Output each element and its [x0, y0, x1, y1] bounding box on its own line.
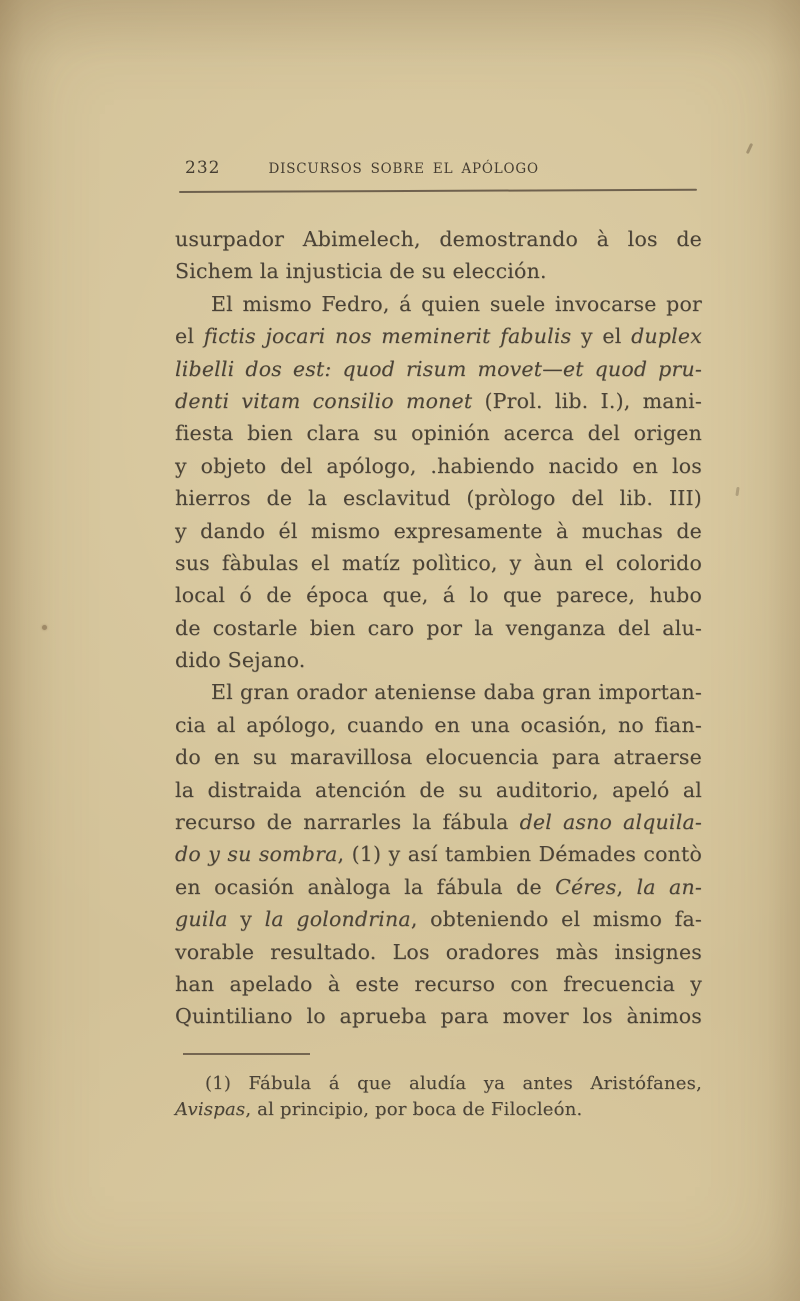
page-number: 232	[185, 158, 221, 178]
paper-speck	[42, 625, 47, 630]
text-line: fiesta bien clara su opinión acerca del origen	[175, 421, 702, 446]
text-line: do en su maravillosa elocuencia para atraerse	[175, 745, 702, 770]
text-line: y dando él mismo expresamente à muchas de	[175, 518, 702, 543]
text-line: de costarle bien caro por la venganza del alu-	[175, 615, 702, 640]
footnote	[175, 1071, 702, 1123]
text-line: (1) Fábula á que aludía ya antes Aristófanes,	[205, 1073, 702, 1094]
running-title: DISCURSOS SOBRE EL APÓLOGO	[268, 161, 539, 177]
text-line: cia al apólogo, cuando en una ocasión, no fian-	[175, 712, 702, 737]
text-line: hierros de la esclavitud (pròlogo del lib. III)	[175, 486, 702, 511]
header-rule	[179, 189, 697, 193]
text-line: recurso de narrarles la fábula del asno alquila-	[175, 810, 702, 835]
text-line: Sichem la injusticia de su elección.	[175, 259, 547, 284]
text-line: la distraida atención de su auditorio, apeló al	[175, 777, 702, 802]
text-line: han apelado à este recurso con frecuencia y	[175, 971, 702, 996]
text-line: en ocasión anàloga la fábula de Céres, la an-	[175, 874, 702, 899]
paper-speck	[735, 487, 739, 496]
page-header	[175, 158, 702, 178]
text-line: denti vitam consilio monet (Prol. lib. I.), mani-	[175, 388, 702, 413]
text-line: y objeto del apólogo, .habiendo nacido en los	[175, 453, 702, 478]
text-line: el fictis jocari nos meminerit fabulis y el duplex	[175, 324, 702, 349]
text-line: dido Sejano.	[175, 648, 306, 673]
text-line: libelli dos est: quod risum movet—et quod pru-	[175, 356, 702, 381]
footnote-rule	[183, 1053, 310, 1055]
paper-speck	[746, 143, 753, 154]
text-line: Avispas, al principio, por boca de Filocleón.	[175, 1099, 583, 1120]
body-text	[175, 223, 702, 1033]
text-line: El mismo Fedro, á quien suele invocarse por	[211, 291, 702, 316]
text-line: sus fàbulas el matíz polìtico, y àun el colorido	[175, 550, 702, 575]
text-line: El gran orador ateniense daba gran importan-	[211, 680, 702, 705]
text-line: guila y la golondrina, obteniendo el mismo fa-	[175, 907, 702, 932]
text-line: usurpador Abimelech, demostrando à los de	[175, 227, 702, 251]
text-line: vorable resultado. Los oradores màs insignes	[175, 939, 702, 964]
text-line: local ó de época que, á lo que parece, hubo	[175, 583, 702, 608]
text-line: Quintiliano lo aprueba para mover los ànimos	[175, 1004, 702, 1029]
text-line: do y su sombra, (1) y así tambien Démades contò	[175, 842, 702, 867]
